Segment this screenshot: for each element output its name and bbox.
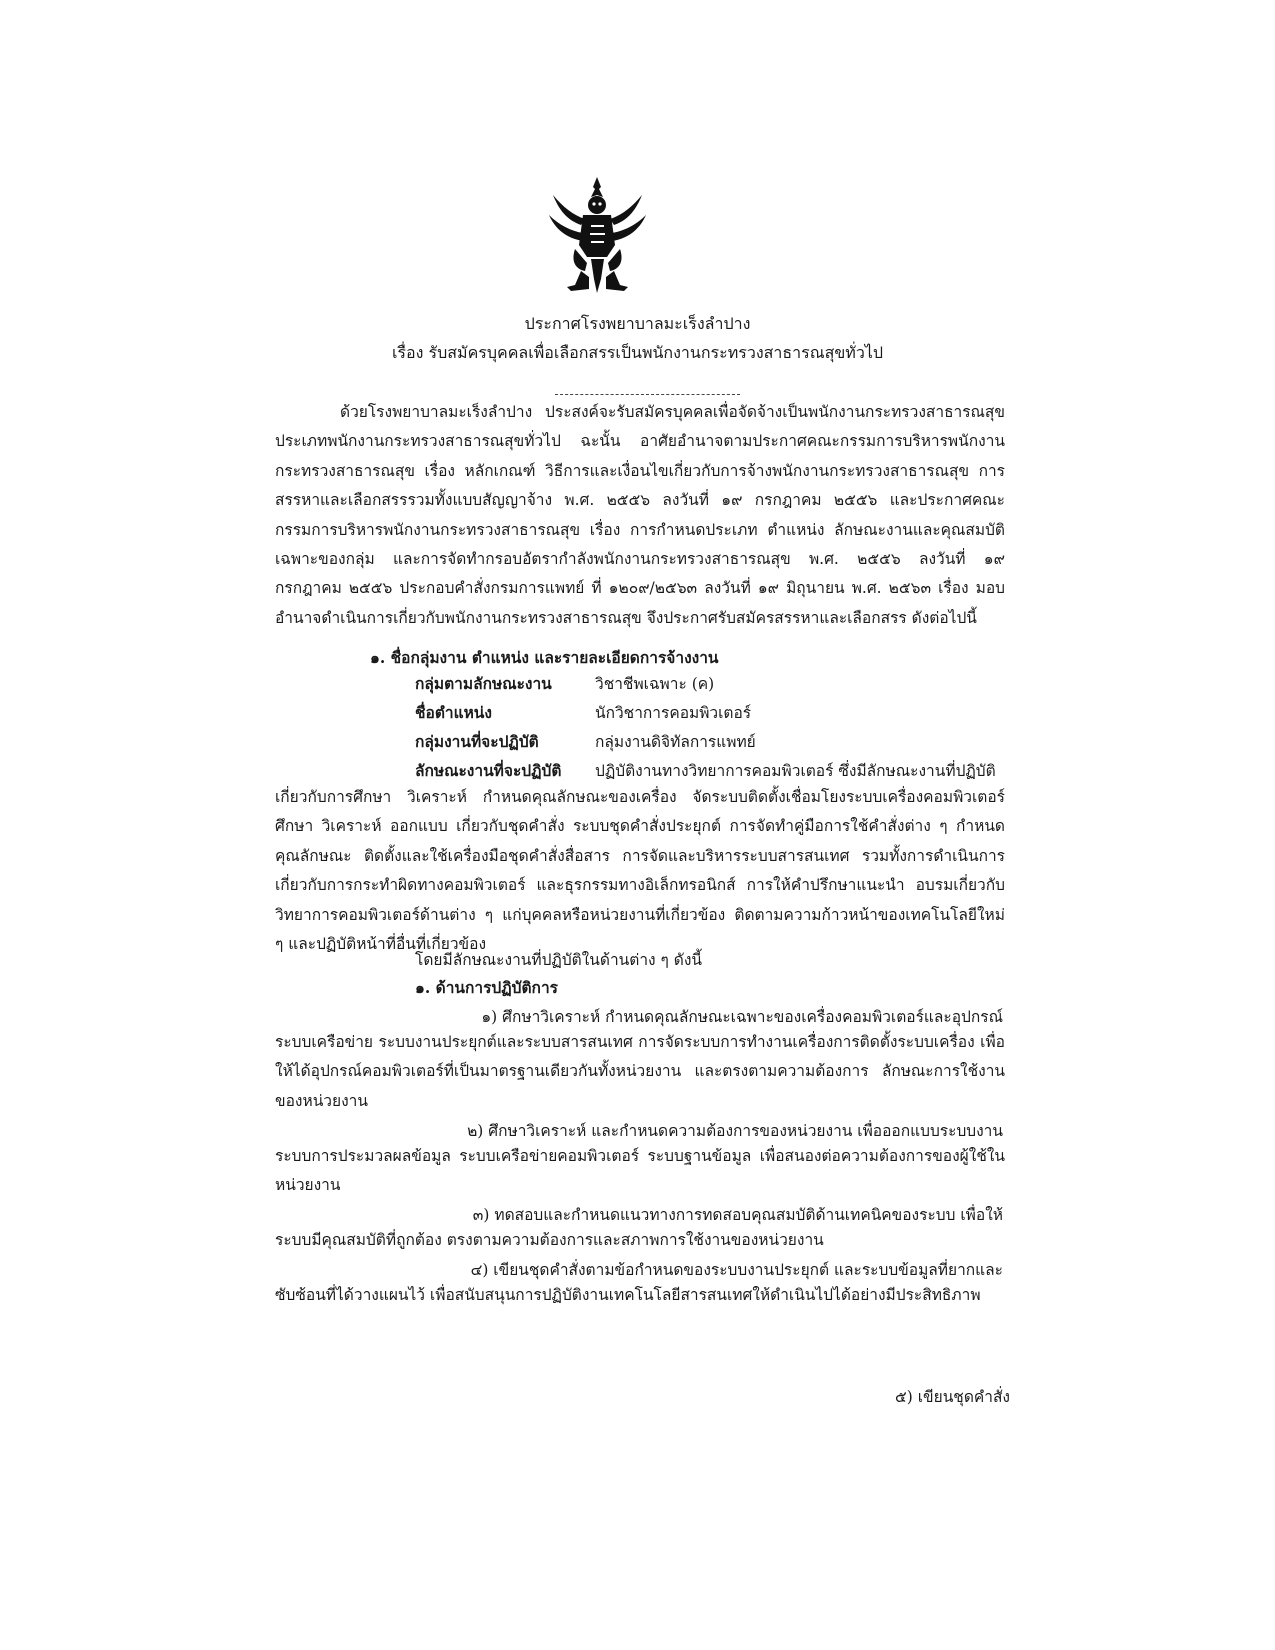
field-label-position: ชื่อตำแหน่ง — [415, 703, 492, 722]
item-4-first: ๔) เขียนชุดคำสั่งตามข้อกำหนดของระบบงานประยุกต์ และระบบข้อมูลที่ยากและ — [470, 1261, 1003, 1279]
item-1-rest: ระบบเครือข่าย ระบบงานประยุกต์และระบบสารสนเทศ การจัดระบบการทำงานเครื่องการติดตั้งระบบเครื่อง เพื่อให้ได้อุปกรณ์คอมพิวเตอร์ที่เป็นมาตรฐานเดียวกันทั้งหน่วยงาน และตรงตามความต้องการ ลักษณะการใช้งานของหน่วยงาน — [275, 1033, 1005, 1110]
item-4-rest: ซับซ้อนที่ได้วางแผนไว้ เพื่อสนับสนุนการปฏิบัติงานเทคโนโลยีสารสนเทศให้ดำเนินไปได้อย่างมีประสิทธิภาพ — [275, 1286, 981, 1304]
section-heading: ๑. ชื่อกลุ่มงาน ตำแหน่ง และรายละเอียดการจ้างงาน — [370, 648, 719, 667]
item-2-rest: ระบบการประมวลผลข้อมูล ระบบเครือข่ายคอมพิวเตอร์ ระบบฐานข้อมูล เพื่อสนองต่อความต้องการของผู้ใช้ในหน่วยงาน — [275, 1147, 1005, 1195]
item-1-first: ๑) ศึกษาวิเคราะห์ กำหนดคุณลักษณะเฉพาะของเครื่องคอมพิวเตอร์และอุปกรณ์ — [481, 1008, 1003, 1026]
item-3-first: ๓) ทดสอบและกำหนดแนวทางการทดสอบคุณสมบัติด้านเทคนิคของระบบ เพื่อให้ — [472, 1206, 1003, 1224]
field-value-group: วิชาชีพเฉพาะ (ค) — [595, 675, 715, 693]
item-3-rest: ระบบมีคุณสมบัติที่ถูกต้อง ตรงตามความต้องการและสภาพการใช้งานของหน่วยงาน — [275, 1231, 824, 1249]
intro-paragraph: ด้วยโรงพยาบาลมะเร็งลำปาง ประสงค์จะรับสมัครบุคคลเพื่อจัดจ้างเป็นพนักงานกระทรวงสาธารณสุข ประเภทพนักงานกระทรวงสาธารณสุขทั่วไป ฉะนั้น อาศัยอำนาจตามประกาศคณะกรรมการบริหารพนักงานกระทรวงสาธารณสุข เรื่อง หลักเกณฑ์ วิธีการและเงื่อนไขเกี่ยวกับการจ้างพนักงานกระทรวงสาธารณสุข การสรรหาและเลือกสรรรวมทั้งแบบสัญญาจ้าง พ.ศ. ๒๕๕๖ ลงวันที่ ๑๙ กรกฎาคม ๒๕๕๖ และประกาศคณะกรรมการบริหารพนักงานกระทรวงสาธารณสุข เรื่อง การกำหนดประเภท ตำแหน่ง ลักษณะงานและคุณสมบัติเฉพาะของกลุ่ม และการจัดทำกรอบอัตรากำลังพนักงานกระทรวงสาธารณสุข พ.ศ. ๒๕๕๖ ลงวันที่ ๑๙ กรกฎาคม ๒๕๕๖ ประกอบคำสั่งกรมการแพทย์ ที่ ๑๒๐๙/๒๕๖๓ ลงวันที่ ๑๙ มิถุนายน พ.ศ. ๒๕๖๓ เรื่อง มอบอำนาจดำเนินการเกี่ยวกับพนักงานกระทรวงสาธารณสุข จึงประกาศรับสมัครสรรหาและเลือกสรร ดังต่อไปนี้ — [275, 403, 1005, 627]
field-value-nature: ปฏิบัติงานทางวิทยาการคอมพิวเตอร์ ซึ่งมีลักษณะงานที่ปฏิบัติ — [595, 762, 996, 780]
nature-description: เกี่ยวกับการศึกษา วิเคราะห์ กำหนดคุณลักษณะของเครื่อง จัดระบบติดตั้งเชื่อมโยงระบบเครื่องคอมพิวเตอร์ ศึกษา วิเคราะห์ ออกแบบ เกี่ยวกับชุดคำสั่ง ระบบชุดคำสั่งประยุกต์ การจัดทำคู่มือการใช้คำสั่งต่าง ๆ กำหนดคุณลักษณะ ติดตั้งและใช้เครื่องมือชุดคำสั่งสื่อสาร การจัดและบริหารระบบสารสนเทศ รวมทั้งการดำเนินการเกี่ยวกับการกระทำผิดทางคอมพิวเตอร์ และธุรกรรมทางอิเล็กทรอนิกส์ การให้คำปรึกษาแนะนำ อบรมเกี่ยวกับวิทยาการคอมพิวเตอร์ด้านต่าง ๆ แก่บุคคลหรือหน่วยงานที่เกี่ยวข้อง ติดตามความก้าวหน้าของเทคโนโลยีใหม่ ๆ และปฏิบัติหน้าที่อื่นที่เกี่ยวข้อง — [275, 788, 1005, 954]
item-2-first: ๒) ศึกษาวิเคราะห์ และกำหนดความต้องการของหน่วยงาน เพื่อออกแบบระบบงาน — [467, 1122, 1003, 1140]
field-label-workunit: กลุ่มงานที่จะปฏิบัติ — [415, 732, 539, 751]
page-subject: เรื่อง รับสมัครบุคคลเพื่อเลือกสรรเป็นพนักงานกระทรวงสาธารณสุขทั่วไป — [391, 343, 884, 362]
field-value-position: นักวิชาการคอมพิวเตอร์ — [595, 704, 752, 722]
field-label-nature: ลักษณะงานที่จะปฏิบัติ — [415, 761, 562, 780]
garuda-emblem — [545, 175, 650, 300]
page-title: ประกาศโรงพยาบาลมะเร็งลำปาง — [524, 314, 751, 333]
field-label-group: กลุ่มตามลักษณะงาน — [415, 674, 552, 693]
sub-intro: โดยมีลักษณะงานที่ปฏิบัติในด้านต่าง ๆ ดังนี้ — [415, 951, 703, 969]
continuation-text: ๕) เขียนชุดคำสั่ง — [895, 1388, 1010, 1406]
sub-heading: ๑. ด้านการปฏิบัติการ — [415, 978, 558, 997]
field-value-workunit: กลุ่มงานดิจิทัลการแพทย์ — [595, 733, 756, 751]
divider — [555, 394, 740, 395]
